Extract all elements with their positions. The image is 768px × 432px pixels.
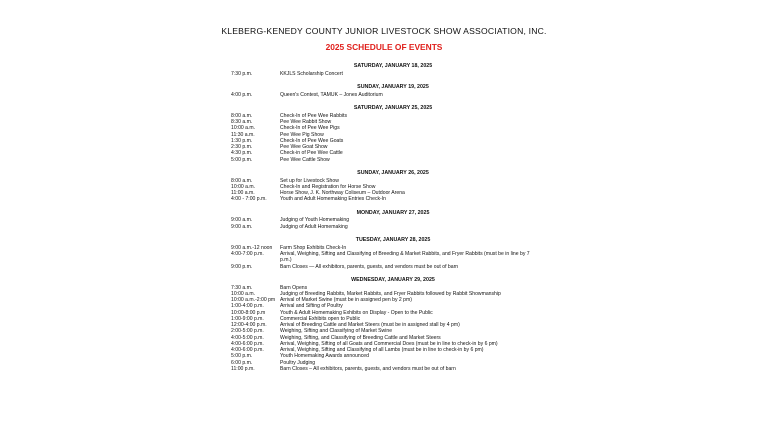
event-description: Commercial Exhibits open to Public	[280, 315, 361, 322]
event-time: 9:00 a.m.	[231, 217, 253, 224]
event-row	[231, 92, 541, 98]
organization-title: KLEBERG-KENEDY COUNTY JUNIOR LIVESTOCK SHOW ASSOCIATION, INC.	[221, 26, 547, 36]
day-section	[231, 277, 541, 372]
event-description: Youth and Adult Homemaking Entries Check-In	[280, 196, 386, 203]
event-description: Set up for Livestock Show	[280, 177, 339, 184]
event-time: 10:00 a.m.	[231, 290, 256, 297]
event-row	[231, 157, 541, 163]
event-time: 4:00-6:00 p.m.	[231, 347, 264, 354]
day-heading: SATURDAY, JANUARY 18, 2025	[353, 63, 433, 69]
event-row	[231, 196, 541, 202]
day-section	[231, 105, 541, 163]
day-section	[231, 84, 541, 98]
event-time: 8:00 a.m.	[231, 112, 253, 119]
event-time: 4:30 p.m.	[231, 150, 253, 157]
day-section	[231, 210, 541, 230]
event-row	[231, 251, 541, 264]
day-heading: SUNDAY, JANUARY 26, 2025	[357, 169, 429, 176]
event-description: Judging of Youth Homemaking	[280, 217, 350, 224]
event-description: Pee Wee Cattle Show	[280, 156, 330, 163]
event-description: Arrival, Weighing, Sifting and Classifying of Breeding & Market Rabbits, and Fryer Rabbits (must be in line by 7 p.m.)	[280, 251, 530, 264]
day-heading: TUESDAY, JANUARY 28, 2025	[355, 236, 431, 243]
event-time: 11:00 p.m.	[231, 365, 255, 372]
day-section	[231, 170, 541, 203]
event-description: Pee Wee Pig Show	[280, 131, 324, 138]
schedule-title: 2025 SCHEDULE OF EVENTS	[325, 42, 443, 52]
event-time: 11:00 a.m.	[231, 190, 255, 197]
event-description: Arrival and Sifting of Poultry	[280, 303, 343, 310]
event-description: Check-In and Registration for Horse Show	[280, 183, 376, 190]
event-time: 9:00 p.m.	[231, 263, 253, 270]
event-time: 10:00 a.m.	[231, 125, 256, 132]
event-description: Check-In of Pee Wee Rabbits	[280, 112, 348, 119]
event-time: 4:00 p.m.	[231, 91, 253, 98]
event-time: 9:00 a.m.-12 noon	[231, 244, 273, 251]
event-row	[231, 264, 541, 270]
event-time: 10:00 a.m.	[231, 183, 256, 190]
event-row	[231, 366, 541, 372]
event-description: Pee Wee Rabbit Show	[280, 119, 332, 126]
event-time: 4:00-5:00 p.m.	[231, 334, 264, 341]
event-time: 1:30 p.m.	[231, 137, 253, 144]
event-time: 12:00-4:00 p.m.	[231, 322, 267, 329]
event-description: Poultry Judging	[280, 359, 316, 366]
event-time: 1:00-9:00 p.m.	[231, 315, 264, 322]
event-time: 7:30 p.m.	[231, 70, 253, 77]
event-description: Farm Shop Exhibits Check-In	[280, 244, 347, 251]
event-description: KKJLS Scholarship Concert	[280, 70, 343, 77]
day-heading: MONDAY, JANUARY 27, 2025	[356, 209, 430, 216]
event-description: Weighing, Sifting and Classifying of Market Swine	[280, 328, 393, 335]
event-time: 9:00 a.m.	[231, 223, 253, 230]
event-description: Judging of Breeding Rabbits, Market Rabbits, and Fryer Rabbits followed by Rabbit Showmanship	[280, 290, 501, 297]
event-description: Youth & Adult Homemaking Exhibits on Display - Open to the Public	[280, 309, 433, 316]
event-time: 7:30 a.m.	[231, 284, 253, 291]
event-time: 4:00 - 7:00 p.m.	[231, 196, 267, 203]
event-time: 2:00-5:00 p.m.	[231, 328, 264, 335]
event-description: Queen's Contest, TAMUK – Jones Auditorium	[280, 91, 383, 98]
event-description: Arrival, Weighing, Sifting of all Goats and Commercial Does (must be in line to check-in by 6 pm)	[280, 340, 498, 347]
event-description: Barn Opens	[280, 284, 308, 291]
event-time: 2:30 p.m.	[231, 144, 253, 151]
schedule-list	[231, 63, 541, 379]
event-description: Pee Wee Goat Show	[280, 144, 328, 151]
event-description: Barn Closes — All exhibitors, parents, guests, and vendors must be out of barn	[280, 263, 459, 270]
event-time: 8:30 a.m.	[231, 119, 253, 126]
event-time: 1:00-4:00 p.m.	[231, 303, 264, 310]
event-description: Youth Homemaking Awards announced	[280, 353, 369, 360]
event-description: Arrival, Weighing, Sifting and Classifying of all Lambs (must be in line to check-in by 6 pm)	[280, 347, 484, 354]
event-time: 10:00-8:00 p.m	[231, 309, 266, 316]
event-time: 10:00 a.m.-2:00 pm	[231, 297, 276, 304]
event-time: 5:00 p.m.	[231, 353, 253, 360]
event-description: Arrival of Market Swine (must be in assigned pen by 2 pm)	[280, 297, 412, 304]
event-time: 4:00-6:00 p.m.	[231, 340, 264, 347]
event-description: Arrival of Breeding Cattle and Market Steers (must be in assigned stall by 4 pm)	[280, 322, 460, 329]
event-description: Judging of Adult Homemaking	[280, 223, 348, 230]
event-time: 6:00 p.m.	[231, 359, 253, 366]
day-heading: SUNDAY, JANUARY 19, 2025	[357, 84, 429, 91]
day-heading: WEDNESDAY, JANUARY 29, 2025	[351, 276, 435, 283]
event-time: 5:00 p.m.	[231, 156, 253, 163]
event-description: Horse Show, J. K. Northway Coliseum – Outdoor Arena	[280, 190, 405, 197]
event-description: Weighing, Sifting, and Classifying of Breeding Cattle and Market Steers	[280, 334, 441, 341]
event-description: Check-In of Pee Wee Goats	[280, 137, 344, 144]
event-row	[231, 224, 541, 230]
event-description: Barn Closes – All exhibitors, parents, guests, and vendors must be out of barn	[280, 365, 456, 372]
event-time: 4:00-7:00 p.m.	[231, 251, 264, 258]
event-time: 8:00 a.m.	[231, 177, 253, 184]
event-time: 11:30 a.m.	[231, 131, 255, 138]
event-description: Check-in of Pee Wee Cattle	[280, 150, 343, 157]
day-heading: SATURDAY, JANUARY 25, 2025	[353, 105, 433, 112]
day-section	[231, 63, 541, 77]
event-row	[231, 71, 541, 77]
day-section	[231, 237, 541, 270]
event-description: Check-In of Pee Wee Pigs	[280, 125, 340, 132]
